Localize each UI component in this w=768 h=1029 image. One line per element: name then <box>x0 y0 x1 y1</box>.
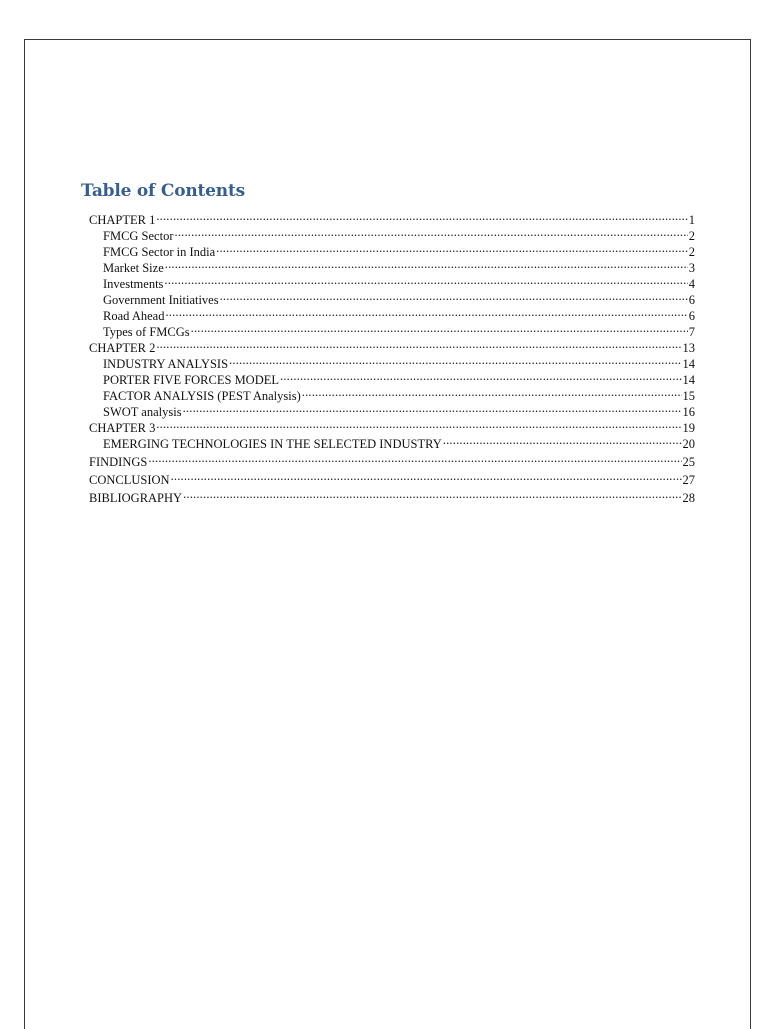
toc-entry-label: EMERGING TECHNOLOGIES IN THE SELECTED INDUSTRY <box>103 437 442 451</box>
toc-entry-page: 1 <box>688 213 695 227</box>
toc-entry-page: 14 <box>682 357 695 371</box>
toc-entry-page: 19 <box>682 421 695 435</box>
toc-entry-road-ahead[interactable] <box>89 304 695 323</box>
toc-dot-leader <box>216 240 688 256</box>
toc-entry-chapter-1[interactable] <box>89 208 695 227</box>
toc-entry-page: 16 <box>682 405 695 419</box>
toc-entry-page: 2 <box>688 245 695 259</box>
toc-entry-page: 20 <box>682 437 695 451</box>
toc-entry-page: 3 <box>688 261 695 275</box>
toc-entry-label: Road Ahead <box>103 309 165 323</box>
toc-entry-emerging-technologies[interactable] <box>89 432 695 451</box>
toc-list <box>89 208 695 505</box>
toc-dot-leader <box>229 352 681 368</box>
toc-entry-page: 27 <box>682 473 695 487</box>
toc-dot-leader <box>171 468 682 484</box>
toc-entry-fmcg-sector[interactable] <box>89 224 695 243</box>
toc-entry-fmcg-sector-in-india[interactable] <box>89 240 695 259</box>
toc-entry-page: 25 <box>682 455 695 469</box>
toc-entry-label: CHAPTER 1 <box>89 213 156 227</box>
toc-dot-leader <box>156 416 681 432</box>
toc-dot-leader <box>156 336 681 352</box>
toc-entry-label: Government Initiatives <box>103 293 219 307</box>
toc-dot-leader <box>156 208 687 224</box>
toc-entry-industry-analysis[interactable] <box>89 352 695 371</box>
toc-dot-leader <box>175 224 688 240</box>
toc-entry-bibliography[interactable] <box>89 486 695 505</box>
toc-entry-market-size[interactable] <box>89 256 695 275</box>
toc-entry-findings[interactable] <box>89 450 695 469</box>
toc-entry-types-of-fmcgs[interactable] <box>89 320 695 339</box>
toc-entry-label: Market Size <box>103 261 164 275</box>
toc-entry-page: 13 <box>682 341 695 355</box>
toc-dot-leader <box>443 432 682 448</box>
toc-entry-label: FMCG Sector <box>103 229 174 243</box>
toc-entry-page: 15 <box>682 389 695 403</box>
toc-dot-leader <box>280 368 681 384</box>
toc-entry-label: Investments <box>103 277 164 291</box>
toc-entry-page: 7 <box>688 325 695 339</box>
toc-entry-label: BIBLIOGRAPHY <box>89 491 183 505</box>
toc-entry-page: 6 <box>688 309 695 323</box>
toc-entry-label: PORTER FIVE FORCES MODEL <box>103 373 280 387</box>
toc-entry-label: INDUSTRY ANALYSIS <box>103 357 229 371</box>
toc-dot-leader <box>164 272 687 288</box>
toc-entry-chapter-3[interactable] <box>89 416 695 435</box>
toc-dot-leader <box>220 288 688 304</box>
toc-entry-label: FINDINGS <box>89 455 148 469</box>
toc-dot-leader <box>302 384 682 400</box>
toc-entry-label: SWOT analysis <box>103 405 182 419</box>
toc-entry-chapter-2[interactable] <box>89 336 695 355</box>
toc-dot-leader <box>183 486 681 502</box>
toc-entry-label: FMCG Sector in India <box>103 245 216 259</box>
toc-entry-label: CHAPTER 3 <box>89 421 156 435</box>
toc-entry-label: FACTOR ANALYSIS (PEST Analysis) <box>103 389 301 403</box>
toc-entry-page: 6 <box>688 293 695 307</box>
toc-entry-page: 4 <box>688 277 695 291</box>
toc-entry-label: Types of FMCGs <box>103 325 190 339</box>
toc-dot-leader <box>148 450 681 466</box>
toc-entry-page: 14 <box>682 373 695 387</box>
toc-title: Table of Contents <box>81 181 245 201</box>
toc-entry-label: CONCLUSION <box>89 473 170 487</box>
toc-entry-investments[interactable] <box>89 272 695 291</box>
toc-entry-conclusion[interactable] <box>89 468 695 487</box>
toc-dot-leader <box>165 304 687 320</box>
toc-entry-page: 2 <box>688 229 695 243</box>
toc-dot-leader <box>191 320 688 336</box>
toc-dot-leader <box>165 256 688 272</box>
toc-entry-page: 28 <box>682 491 695 505</box>
toc-entry-government-initiatives[interactable] <box>89 288 695 307</box>
toc-dot-leader <box>183 400 682 416</box>
toc-entry-label: CHAPTER 2 <box>89 341 156 355</box>
